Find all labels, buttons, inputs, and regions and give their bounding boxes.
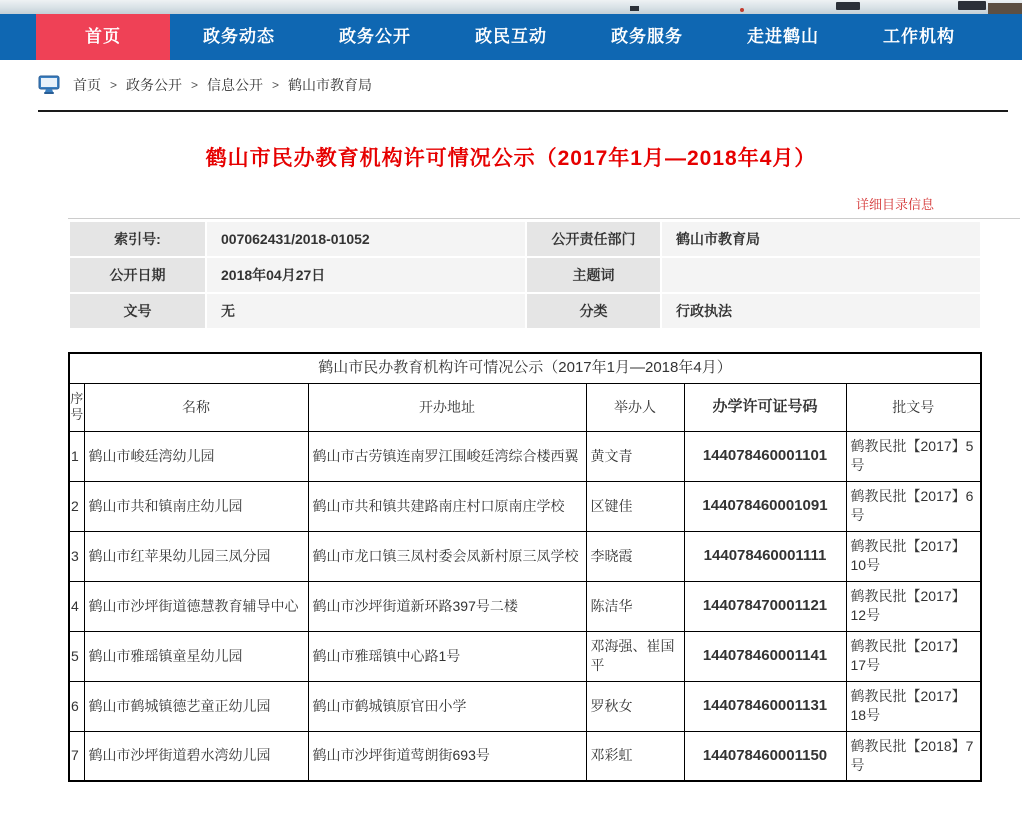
cell-address: 鹤山市龙口镇三凤村委会凤新村原三凤学校 <box>308 531 586 581</box>
metadata-table <box>68 220 982 330</box>
table-row <box>69 631 981 681</box>
cell-founder: 邓海强、崔国平 <box>586 631 684 681</box>
header-licence-no: 办学许可证号码 <box>684 383 846 431</box>
breadcrumb-home[interactable]: 首页 <box>73 77 101 93</box>
cell-licence-no: 144078460001091 <box>684 481 846 531</box>
cell-licence-no: 144078460001131 <box>684 681 846 731</box>
breadcrumb-gov-disclosure[interactable]: 政务公开 <box>126 77 183 93</box>
boat-silhouette <box>958 1 986 10</box>
cell-approval-doc-no: 鹤教民批【2017】17号 <box>846 631 981 681</box>
header-founder: 举办人 <box>586 383 684 431</box>
cell-name: 鹤山市雅瑶镇童星幼儿园 <box>84 631 308 681</box>
meta-value-responsible-dept: 鹤山市教育局 <box>662 222 980 256</box>
cell-founder: 罗秋女 <box>586 681 684 731</box>
cell-licence-no: 144078460001111 <box>684 531 846 581</box>
cell-name: 鹤山市沙坪街道碧水湾幼儿园 <box>84 731 308 781</box>
cell-seq: 5 <box>69 631 84 681</box>
meta-label-responsible-dept: 公开责任部门 <box>527 222 660 256</box>
meta-value-keywords <box>662 258 980 292</box>
metadata-row <box>70 294 980 328</box>
cell-seq: 2 <box>69 481 84 531</box>
cell-founder: 邓彩虹 <box>586 731 684 781</box>
cell-licence-no: 144078460001150 <box>684 731 846 781</box>
nav-tab-work-agencies[interactable]: 工作机构 <box>883 27 955 46</box>
boat-silhouette <box>630 6 639 11</box>
table-row <box>69 531 981 581</box>
cell-address: 鹤山市古劳镇连南罗江围峻廷湾综合楼西翼 <box>308 431 586 481</box>
nav-tab-gov-services[interactable]: 政务服务 <box>611 27 683 46</box>
meta-label-keywords: 主题词 <box>527 258 660 292</box>
licence-table <box>68 352 982 782</box>
licence-table-caption-row <box>69 353 981 383</box>
breadcrumb-separator: > <box>110 78 118 92</box>
table-row <box>69 481 981 531</box>
header-approval-doc-no: 批文号 <box>846 383 981 431</box>
table-row <box>69 681 981 731</box>
meta-value-doc-no: 无 <box>207 294 525 328</box>
cell-approval-doc-no: 鹤教民批【2018】7号 <box>846 731 981 781</box>
cell-approval-doc-no: 鹤教民批【2017】10号 <box>846 531 981 581</box>
detail-link-row <box>68 194 1020 219</box>
cell-name: 鹤山市鹤城镇德艺童正幼儿园 <box>84 681 308 731</box>
ship-silhouette <box>988 3 1022 14</box>
nav-tab-gov-disclosure[interactable]: 政务公开 <box>339 27 411 46</box>
cell-licence-no: 144078470001121 <box>684 581 846 631</box>
table-row <box>69 581 981 631</box>
cell-founder: 区键佳 <box>586 481 684 531</box>
cell-address: 鹤山市共和镇共建路南庄村口原南庄学校 <box>308 481 586 531</box>
licence-table-caption: 鹤山市民办教育机构许可情况公示（2017年1月—2018年4月） <box>69 353 981 383</box>
cell-name: 鹤山市峻廷湾幼儿园 <box>84 431 308 481</box>
metadata-row <box>70 222 980 256</box>
cell-seq: 4 <box>69 581 84 631</box>
cell-address: 鹤山市沙坪街道莺朗街693号 <box>308 731 586 781</box>
header-name: 名称 <box>84 383 308 431</box>
table-row <box>69 431 981 481</box>
detail-catalogue-link[interactable]: 详细目录信息 <box>855 197 934 212</box>
meta-label-publish-date: 公开日期 <box>70 258 205 292</box>
cell-founder: 黄文青 <box>586 431 684 481</box>
header-seq-no: 序号 <box>69 383 84 431</box>
metadata-row <box>70 258 980 292</box>
cell-approval-doc-no: 鹤教民批【2017】12号 <box>846 581 981 631</box>
breadcrumb-separator: > <box>272 78 280 92</box>
cell-address: 鹤山市沙坪街道新环路397号二楼 <box>308 581 586 631</box>
nav-tab-gov-news[interactable]: 政务动态 <box>203 27 275 46</box>
header-address: 开办地址 <box>308 383 586 431</box>
nav-tab-about-heshan[interactable]: 走进鹤山 <box>747 27 819 46</box>
cell-seq: 3 <box>69 531 84 581</box>
cell-name: 鹤山市沙坪街道德慧教育辅导中心 <box>84 581 308 631</box>
breadcrumb-education-bureau[interactable]: 鹤山市教育局 <box>288 77 373 93</box>
cell-approval-doc-no: 鹤教民批【2017】5号 <box>846 431 981 481</box>
cell-founder: 李晓霞 <box>586 531 684 581</box>
buoy-dot <box>740 8 744 12</box>
cell-licence-no: 144078460001101 <box>684 431 846 481</box>
cell-name: 鹤山市共和镇南庄幼儿园 <box>84 481 308 531</box>
breadcrumb-separator: > <box>191 78 199 92</box>
table-row <box>69 731 981 781</box>
cell-name: 鹤山市红苹果幼儿园三凤分园 <box>84 531 308 581</box>
cell-approval-doc-no: 鹤教民批【2017】6号 <box>846 481 981 531</box>
meta-label-category: 分类 <box>527 294 660 328</box>
page-title: 鹤山市民办教育机构许可情况公示（2017年1月—2018年4月） <box>205 147 817 170</box>
cell-address: 鹤山市雅瑶镇中心路1号 <box>308 631 586 681</box>
main-nav <box>0 14 1022 60</box>
breadcrumb-info-disclosure[interactable]: 信息公开 <box>207 77 264 93</box>
cell-approval-doc-no: 鹤教民批【2017】18号 <box>846 681 981 731</box>
cell-licence-no: 144078460001141 <box>684 631 846 681</box>
meta-value-index-no: 007062431/2018-01052 <box>207 222 525 256</box>
boat-silhouette <box>836 2 860 10</box>
breadcrumb <box>38 60 1008 112</box>
nav-tab-home[interactable]: 首页 <box>36 8 170 60</box>
licence-table-header-row <box>69 383 981 431</box>
monitor-icon <box>38 75 60 95</box>
cell-address: 鹤山市鹤城镇原官田小学 <box>308 681 586 731</box>
meta-label-index-no: 索引号: <box>70 222 205 256</box>
meta-label-doc-no: 文号 <box>70 294 205 328</box>
banner-photo-strip <box>0 0 1022 14</box>
nav-tab-public-interaction[interactable]: 政民互动 <box>475 27 547 46</box>
cell-founder: 陈洁华 <box>586 581 684 631</box>
meta-value-publish-date: 2018年04月27日 <box>207 258 525 292</box>
cell-seq: 7 <box>69 731 84 781</box>
cell-seq: 1 <box>69 431 84 481</box>
cell-seq: 6 <box>69 681 84 731</box>
meta-value-category: 行政执法 <box>662 294 980 328</box>
